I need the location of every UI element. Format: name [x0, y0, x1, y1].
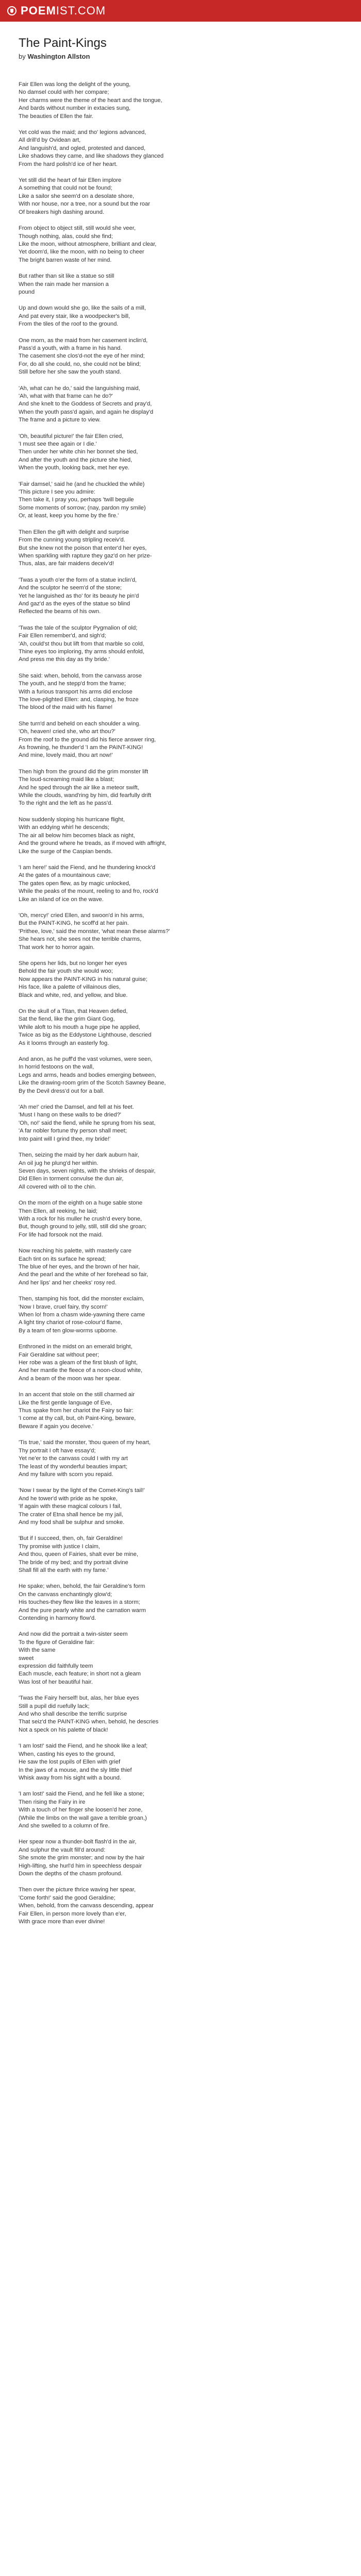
poem-line: Into paint will I grind thee, my bride!'	[19, 1136, 111, 1142]
poemist-logo-icon[interactable]	[7, 6, 17, 15]
poem-line: Seven days, seven nights, with the shrieks of despair,	[19, 1167, 156, 1174]
poem-byline	[19, 53, 342, 60]
poem-stanza	[19, 129, 342, 168]
poem-line: Then, seizing the maid by her dark auburn hair,	[19, 1152, 139, 1159]
poem-line: With a rock for his muller he crush'd every bone,	[19, 1215, 142, 1222]
poem-line: Then under her white chin her bonnet she tied,	[19, 449, 138, 455]
poem-stanza	[19, 1838, 342, 1878]
poem-line: With a furious transport his arms did enclose	[19, 688, 133, 695]
poem-stanza	[19, 720, 342, 760]
poem-line: While the peaks of the mount, reeling to and fro, rock'd	[19, 888, 158, 895]
poem-line: An oil jug he plung'd her within.	[19, 1160, 99, 1166]
poem-stanza	[19, 624, 342, 664]
poem-line: Then rising the Fairy in ire	[19, 1799, 86, 1805]
poem-line: Thine eyes too imploring, thy arms should enfold,	[19, 648, 144, 655]
poem-line: On the skull of a Titan, that Heaven defied,	[19, 1008, 128, 1014]
poem-line: Like the first gentle language of Eve,	[19, 1399, 112, 1406]
poem-line: While the clouds, wand'ring by him, did fearfully drift	[19, 792, 152, 799]
poem-line: 'Prithee, love,' said the monster, 'what mean these alarms?'	[19, 928, 170, 935]
poem-line: To the figure of Geraldine fair:	[19, 1639, 95, 1646]
poem-stanza	[19, 433, 342, 472]
poem-line: Twice as big as the Eddystone Lighthouse, descried	[19, 1032, 152, 1039]
poem-line: And my food shall be sulphur and smoke.	[19, 1519, 125, 1526]
poem-line: At the gates of a mountainous cave;	[19, 872, 111, 879]
poem-line: Fair Ellen, in person more lovely than e'er,	[19, 1910, 126, 1917]
poem-line: And her mantle the fleece of a noon-cloud white,	[19, 1367, 143, 1374]
poem-line: She turn'd and beheld on each shoulder a wing.	[19, 720, 141, 727]
poem-line: Then high from the ground did the grim monster lift	[19, 768, 149, 775]
poem-line: Her robe was a gleam of the first blush of light,	[19, 1360, 138, 1366]
poem-line: 'Ah me!' cried the Damsel, and fell at his feet.	[19, 1104, 134, 1111]
poem-line: The loud-screaming maid like a blast;	[19, 776, 114, 783]
logo-bold: POEM	[21, 4, 56, 17]
poem-stanza	[19, 577, 342, 616]
poem-line: But, though ground to jelly, still, still did she groan;	[19, 1224, 146, 1230]
poem-line: And mine, lovely maid, thou art now!'	[19, 752, 113, 759]
poem-line: On the morn of the eighth on a huge sable stone	[19, 1200, 143, 1207]
poem-line: Though nothing, alas, could she find;	[19, 233, 113, 240]
poem-line: In an accent that stole on the still charmed air	[19, 1392, 135, 1398]
poem-line: Like an island of ice on the wave.	[19, 896, 104, 903]
poem-stanza	[19, 385, 342, 425]
poem-line: Each muscle, each feature; in short not a gleam	[19, 1671, 141, 1677]
poem-line: The casement she clos'd-not the eye of her mind;	[19, 353, 145, 360]
poem-line: Black and white, red, and yellow, and blue.	[19, 992, 128, 998]
poem-line: From the cunning young stripling receiv'd.	[19, 537, 125, 544]
poem-stanza	[19, 960, 342, 999]
poem-stanza	[19, 1886, 342, 1926]
logo-light: IST.COM	[56, 4, 106, 17]
poem-line: By a team of ten glow-worms upborne.	[19, 1327, 118, 1334]
poem-line: Like the surge of the Caspian bends.	[19, 848, 113, 855]
poem-line: 'A far nobler fortune thy person shall meet;	[19, 1128, 127, 1134]
poem-line: She smote the grim monster; and now by the hair	[19, 1855, 145, 1861]
poem-line: Yet still did the heart of fair Ellen implore	[19, 177, 122, 184]
poem-line: Whisk away from his sight with a bound.	[19, 1774, 121, 1781]
poem-line: Fair Ellen was long the delight of the young,	[19, 81, 131, 88]
poem-line: Down the depths of the chasm profound.	[19, 1870, 123, 1877]
poem-line: And sulphur the vault fill'd around:	[19, 1846, 106, 1853]
site-logo[interactable]	[21, 4, 106, 18]
poem-stanza	[19, 864, 342, 904]
poem-line: One morn, as the maid from her casement inclin'd,	[19, 337, 148, 344]
poem-line: For life had forsook not the maid.	[19, 1231, 103, 1238]
poem-line: (While the limbs on the wall gave a terrible groan,)	[19, 1815, 147, 1821]
poem-line: For, do all she could, no, she could not be blind;	[19, 361, 141, 367]
poem-line: Now reaching his palette, with masterly care	[19, 1248, 132, 1255]
poem-line: With grace more than ever divine!	[19, 1919, 105, 1925]
poem-stanza	[19, 1631, 342, 1686]
poem-line: She hears not, she sees not the terrible charms,	[19, 936, 142, 943]
poem-stanza	[19, 1790, 342, 1830]
poem-line: And languish'd, and ogled, protested and danced,	[19, 145, 145, 151]
poem-line: expression did faithfully teem	[19, 1663, 93, 1670]
poem-stanza	[19, 1008, 342, 1047]
poem-line: His face, like a palette of villainous dies,	[19, 984, 121, 991]
poem-stanza	[19, 177, 342, 216]
poem-stanza	[19, 337, 342, 377]
poem-line: And who shall describe the terrific surprise	[19, 1711, 127, 1718]
poem-body	[19, 81, 342, 1926]
poem-line: From the tiles of the roof to the ground.	[19, 321, 119, 328]
poem-line: And a beam of the moon was her spear.	[19, 1375, 121, 1382]
poem-line: That work her to horror again.	[19, 944, 95, 951]
poem-line: Fair Ellen remember'd, and sigh'd;	[19, 633, 106, 639]
poem-line: 'Twas the tale of the sculptor Pygmalion of old;	[19, 624, 138, 631]
poem-line: Still a pupil did ruefully lack;	[19, 1703, 90, 1709]
poem-line: The frame and a picture to view.	[19, 417, 101, 423]
poem-line: With nor house, nor a tree, nor a sound but the roar	[19, 201, 150, 208]
poem-line: Not a speck on his palette of black!	[19, 1726, 108, 1733]
poem-line: On the canvass enchantingly glow'd;	[19, 1591, 112, 1598]
poem-title: The Paint-Kings	[19, 36, 107, 50]
poem-line: When the rain made her mansion a	[19, 281, 109, 287]
poem-line: Pass'd a youth, with a frame in his hand.	[19, 345, 122, 351]
poem-line: And he sped through the air like a meteor swift,	[19, 784, 139, 791]
poem-line: The beauties of Ellen the fair.	[19, 113, 93, 120]
poem-line: And pat every stair, like a woodpecker's bill,	[19, 313, 130, 319]
by-label: by	[19, 53, 26, 60]
poem-line: Yet ne'er to the canvass could I with my art	[19, 1455, 128, 1462]
poem-line: Then Ellen the gift with delight and surprise	[19, 529, 129, 535]
poem-line: And he tower'd with pride as he spoke,	[19, 1495, 118, 1502]
poem-line: 'Come forth!' said the good Geraldine;	[19, 1894, 116, 1901]
poem-line: The love-plighted Ellen: and, clasping, he froze	[19, 697, 139, 703]
poem-stanza	[19, 1487, 342, 1527]
poem-stanza	[19, 1295, 342, 1335]
poem-stanza	[19, 1247, 342, 1287]
poem-stanza	[19, 1694, 342, 1734]
poem-line: 'Tis true,' said the monster, 'thou queen of my heart,	[19, 1439, 151, 1446]
poem-stanza	[19, 304, 342, 328]
poem-line: 'Oh, heaven! cried she, who art thou?'	[19, 728, 116, 735]
poem-line: 'Twas a youth o'er the form of a statue inclin'd,	[19, 577, 137, 583]
poem-line: Shall fill all the earth with my fame.'	[19, 1567, 109, 1573]
poem-line: And the pearl and the white of her forehead so fair,	[19, 1272, 149, 1278]
poem-line: But she knew not the poison that enter'd her eyes,	[19, 545, 147, 551]
poem-line: And the sculptor he seem'd of the stone;	[19, 585, 122, 591]
poem-line: 'I am lost!' said the Fiend, and he fell like a stone;	[19, 1791, 144, 1798]
poem-line: Like a sailor she seem'd on a desolate shore,	[19, 193, 135, 199]
poem-line: Beware if again you deceive.'	[19, 1423, 94, 1430]
poem-line: He spake; when, behold, the fair Geraldine's form	[19, 1583, 145, 1590]
poem-line: And after the youth and the picture she hied,	[19, 456, 133, 463]
poem-line: 'Oh, mercy!' cried Ellen, and swoon'd in his arms,	[19, 912, 144, 919]
poem-line: Up and down would she go, like the sails of a mill,	[19, 305, 146, 312]
poem-line: The blood of the maid with his flame!	[19, 704, 113, 711]
poem-line: 'Twas the Fairy herself! but, alas, her blue eyes	[19, 1695, 139, 1702]
poem-line: Did Ellen in torment convulse the dun air,	[19, 1176, 124, 1182]
poem-line: All covered with oil to the chin.	[19, 1183, 96, 1190]
poem-line: When lo! from a chasm wide-yawning there came	[19, 1312, 145, 1318]
poem-line: With a touch of her finger she loosen'd her zone,	[19, 1807, 143, 1814]
poem-line: That seiz'd the PAINT-KING when, behold, he descries	[19, 1719, 159, 1725]
poem-line: Then Ellen, all reeking, he laid;	[19, 1208, 97, 1214]
poem-line: She opens her lids, but no longer her eyes	[19, 960, 127, 967]
poem-line: The crater of Etna shall hence be my jail,	[19, 1511, 123, 1518]
poem-line: When the youth, looking back, met her eye.	[19, 465, 130, 471]
poem-line: Then over the picture thrice waving her spear,	[19, 1887, 136, 1893]
poem-line: When, behold, from the canvass descending, appear	[19, 1903, 154, 1909]
poem-line: 'Ah, what can he do,' said the languishing maid,	[19, 385, 140, 392]
poem-line: 'I am lost!' said the Fiend, and he shook like a leaf;	[19, 1743, 147, 1750]
poem-line: sweet	[19, 1655, 34, 1662]
poem-line: While aloft to his mouth a huge pipe he applied,	[19, 1024, 140, 1030]
poem-line: 'Oh, beautiful picture!' the fair Ellen cried,	[19, 433, 124, 439]
poem-line: 'If again with these magical colours I fail,	[19, 1503, 122, 1510]
poem-line: In horrid festoons on the wall,	[19, 1064, 94, 1071]
poem-line: Her charms were the theme of the heart and the tongue,	[19, 97, 162, 104]
poem-line: From object to object still, still would she veer,	[19, 225, 136, 232]
poem-line: A something that could not be found;	[19, 185, 112, 192]
poem-line: Thy promise with justice I claim,	[19, 1543, 100, 1550]
poem-line: Like shadows they came, and like shadows they glanced	[19, 153, 164, 160]
poem-line: When sparkling with rapture they gaz'd on her prize-	[19, 552, 152, 559]
poem-line: Reflected the beams of his own.	[19, 608, 101, 615]
poem-line: His touches-they flew like the leaves in a storm;	[19, 1599, 140, 1606]
poem-stanza	[19, 225, 342, 264]
poem-line: And the ground where he treads, as if moved with affright,	[19, 840, 167, 847]
poem-line: And gaz'd as the eyes of the statue so blind	[19, 600, 130, 607]
poem-line: Contending in harmony flow'd.	[19, 1615, 96, 1621]
poem-line: 'Fair damsel,' said he (and he chuckled the while)	[19, 481, 145, 487]
poem-line: The bright barren waste of her mind.	[19, 257, 112, 263]
poem-stanza	[19, 81, 342, 121]
poem-line: Now suddenly sloping his hurricane flight,	[19, 816, 125, 823]
poem-line: The gates open flew, as by magic unlocked,	[19, 880, 131, 887]
poem-line: Enthroned in the midst on an emerald bright,	[19, 1344, 133, 1350]
poem-line: Thus spake from her chariot the Fairy so fair:	[19, 1408, 134, 1414]
poem-line: 'Must I hang on these walls to be dried?'	[19, 1112, 121, 1118]
poem-line: Or, at least, keep you home by the fire.'	[19, 513, 119, 519]
poem-line: To the right and the left as he pass'd.	[19, 800, 113, 807]
poem-line: Behold the fair youth she would woo;	[19, 968, 113, 975]
poem-stanza	[19, 672, 342, 712]
poem-line: And the pure pearly white and the carnation warm	[19, 1607, 146, 1614]
poem-line: Still before her she saw the youth stand.	[19, 369, 122, 376]
poem-line: But rather than sit like a statue so still	[19, 273, 114, 280]
poem-stanza	[19, 273, 342, 296]
poem-line: 'Oh, no!' said the fiend, while he sprung from his seat,	[19, 1120, 156, 1126]
poem-line: 'I am here!' said the Fiend, and he thundering knock'd	[19, 864, 156, 871]
poem-line: Yet cold was the maid; and tho' legions advanced,	[19, 129, 146, 136]
poem-line: And she knelt to the Goddess of Secrets and pray'd,	[19, 401, 152, 408]
poem-stanza	[19, 1535, 342, 1574]
poem-line: All drill'd by Ovidean art,	[19, 137, 81, 144]
poem-line: Yet he languished as tho' for its beauty he pin'd	[19, 592, 139, 599]
poem-line: As it looms through an easterly fog.	[19, 1040, 109, 1046]
poem-stanza	[19, 768, 342, 808]
poem-line: With an eddying whirl he descends;	[19, 824, 109, 831]
poem-stanza	[19, 1056, 342, 1095]
poem-line: And press me this day as thy bride.'	[19, 656, 110, 663]
poem-line: Sat the fiend, like the grim Giant Gog,	[19, 1016, 115, 1023]
poem-line: And her lips' and her cheeks' rosy red.	[19, 1279, 117, 1286]
poem-stanza	[19, 481, 342, 520]
poem-line: And thou, queen of Fairies, shalt ever be mine,	[19, 1551, 138, 1558]
poem-stanza	[19, 529, 342, 568]
poem-stanza	[19, 1583, 342, 1622]
poem-line: Now appears the PAINT-KING in his natural guise;	[19, 976, 147, 982]
poem-line: When the youth pass'd again, and again he display'd	[19, 409, 154, 415]
poem-stanza	[19, 816, 342, 856]
poem-line: When, casting his eyes to the ground,	[19, 1751, 116, 1757]
site-header	[0, 0, 361, 22]
poem-line: Thus, alas, are fair maidens deceiv'd!	[19, 561, 114, 567]
poem-line: 'Now I swear by the light of the Comet-King's tail!'	[19, 1487, 145, 1494]
poem-line: No damsel could with her compare;	[19, 89, 109, 96]
poem-line: The blue of her eyes, and the brown of her hair,	[19, 1263, 140, 1270]
poem-line: Some moments of sorrow; (nay, pardon my smile)	[19, 504, 146, 511]
poem-line: The air all below him becomes black as night,	[19, 832, 135, 839]
poem-line: The bride of my bed; and thy portrait divine	[19, 1559, 128, 1566]
poem-line: 'I must see thee again or I die.'	[19, 441, 97, 448]
poem-line: She said: when, behold, from the canvass arose	[19, 672, 142, 679]
poem-line: Like the drawing-room grim of the Scotch Sawney Beane,	[19, 1080, 166, 1087]
poem-line: Yet doom'd, like the moon, with no being to cheer	[19, 249, 144, 256]
poem-line: The least of thy wonderful beauties impart;	[19, 1463, 127, 1470]
poem-line: 'But if I succeed, then, oh, fair Geraldine!	[19, 1535, 123, 1542]
poem-line: And anon, as he puff'd the vast volumes, were seen,	[19, 1056, 153, 1063]
poem-author-link[interactable]: Washington Allston	[27, 53, 90, 60]
poem-stanza	[19, 912, 342, 952]
poem-stanza	[19, 1343, 342, 1383]
poem-line: And now did the portrait a twin-sister seem	[19, 1631, 128, 1638]
poem-line: Each tint on its surface he spread;	[19, 1256, 106, 1262]
poem-stanza	[19, 1104, 342, 1143]
poem-line: 'This picture I see you admire:	[19, 489, 95, 496]
poem-line: pound	[19, 289, 35, 295]
poem-line: 'I come at thy call, but, oh Paint-King, beware,	[19, 1415, 136, 1422]
poem-stanza	[19, 1391, 342, 1431]
poem-line: Was lost of her beautiful hair.	[19, 1679, 93, 1685]
poem-stanza	[19, 1439, 342, 1479]
poem-line: Legs and arms, heads and bodies emerging between,	[19, 1072, 156, 1078]
poem-line: And bards without number in extacies sung,	[19, 105, 131, 112]
poem-stanza	[19, 1742, 342, 1782]
poem-stanza	[19, 1199, 342, 1239]
poem-line: Of breakers high dashing around.	[19, 209, 105, 215]
poem-line: 'Ah, could'st thou but lift from that marble so cold,	[19, 640, 144, 647]
poem-line: Fair Geraldine sat without peer;	[19, 1351, 100, 1358]
poem-line: And my failure with scorn you repaid.	[19, 1471, 113, 1478]
poem-stanza	[19, 1151, 342, 1191]
poem-line: From the roof to the ground did his fierce answer ring,	[19, 736, 156, 743]
poem-line: Then, stamping his foot, did the monster exclaim,	[19, 1296, 144, 1302]
poem-line: With the same	[19, 1647, 56, 1654]
poem-line: A light tiny chariot of rose-colour'd flame,	[19, 1319, 123, 1326]
poem-line: But the PAINT-KING, he scoff'd at her pain.	[19, 920, 129, 927]
poem-line: High-lifting, she hurl'd him in speechless despair	[19, 1862, 142, 1869]
poem-line: Like the moon, without atmosphere, brilliant and clear,	[19, 241, 157, 247]
poem-line: By the Devil dress'd out for a ball.	[19, 1088, 105, 1094]
poem-line: 'Now I brave, cruel fairy, thy scorn!'	[19, 1303, 108, 1310]
poem-line: From the hard polish'd ice of her heart.	[19, 161, 118, 167]
poem-line: He saw the lost pupils of Ellen with grief	[19, 1759, 121, 1766]
poem-line: Her spear now a thunder-bolt flash'd in the air,	[19, 1839, 137, 1845]
poem-line: Then take it, I pray you, perhaps 'twill beguile	[19, 497, 134, 503]
poem-line: In the jaws of a mouse, and the sly little thief	[19, 1767, 132, 1773]
poem-line: The youth, and he stepp'd from the frame;	[19, 681, 126, 687]
poem-line: As frowning, he thunder'd 'I am the PAINT-KING!	[19, 744, 143, 751]
poem-line: And she swelled to a column of fire.	[19, 1822, 110, 1829]
poem-line: 'Ah, what with that frame can he do?'	[19, 393, 113, 399]
poem-content	[0, 22, 361, 1926]
poem-line: Thy portrait I oft have essay'd;	[19, 1447, 96, 1454]
